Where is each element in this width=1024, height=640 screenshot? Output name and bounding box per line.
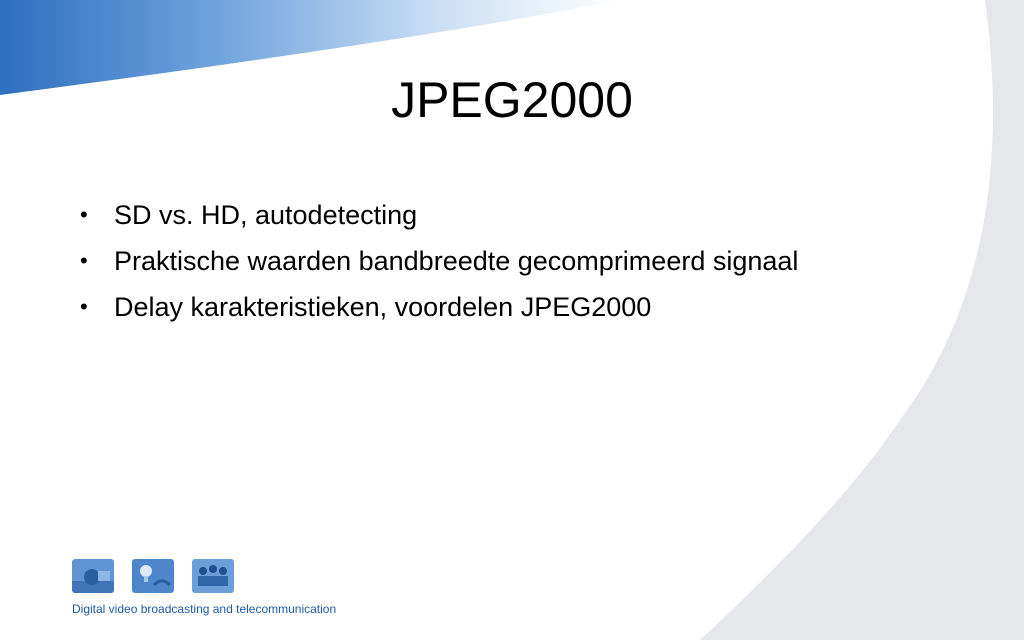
bullet-item — [80, 192, 798, 238]
bullet-item — [80, 284, 798, 330]
bullet-dot-icon: • — [80, 294, 88, 319]
lightbulb-icon — [132, 559, 174, 593]
bullet-dot-icon: • — [80, 248, 88, 273]
bullet-text: Praktische waarden bandbreedte gecomprimeerd signaal — [114, 246, 799, 276]
bullet-item — [80, 238, 798, 284]
people-icon — [192, 559, 234, 593]
bullet-text: Delay karakteristieken, voordelen JPEG2000 — [114, 292, 652, 322]
camera-icon — [72, 559, 114, 593]
slide-title: JPEG2000 — [391, 72, 633, 128]
bullet-dot-icon: • — [80, 202, 88, 227]
bullet-text: SD vs. HD, autodetecting — [114, 200, 418, 230]
bullet-list — [80, 192, 798, 330]
footer-icons — [72, 559, 234, 593]
footer-caption: Digital video broadcasting and telecommunication — [72, 602, 337, 616]
